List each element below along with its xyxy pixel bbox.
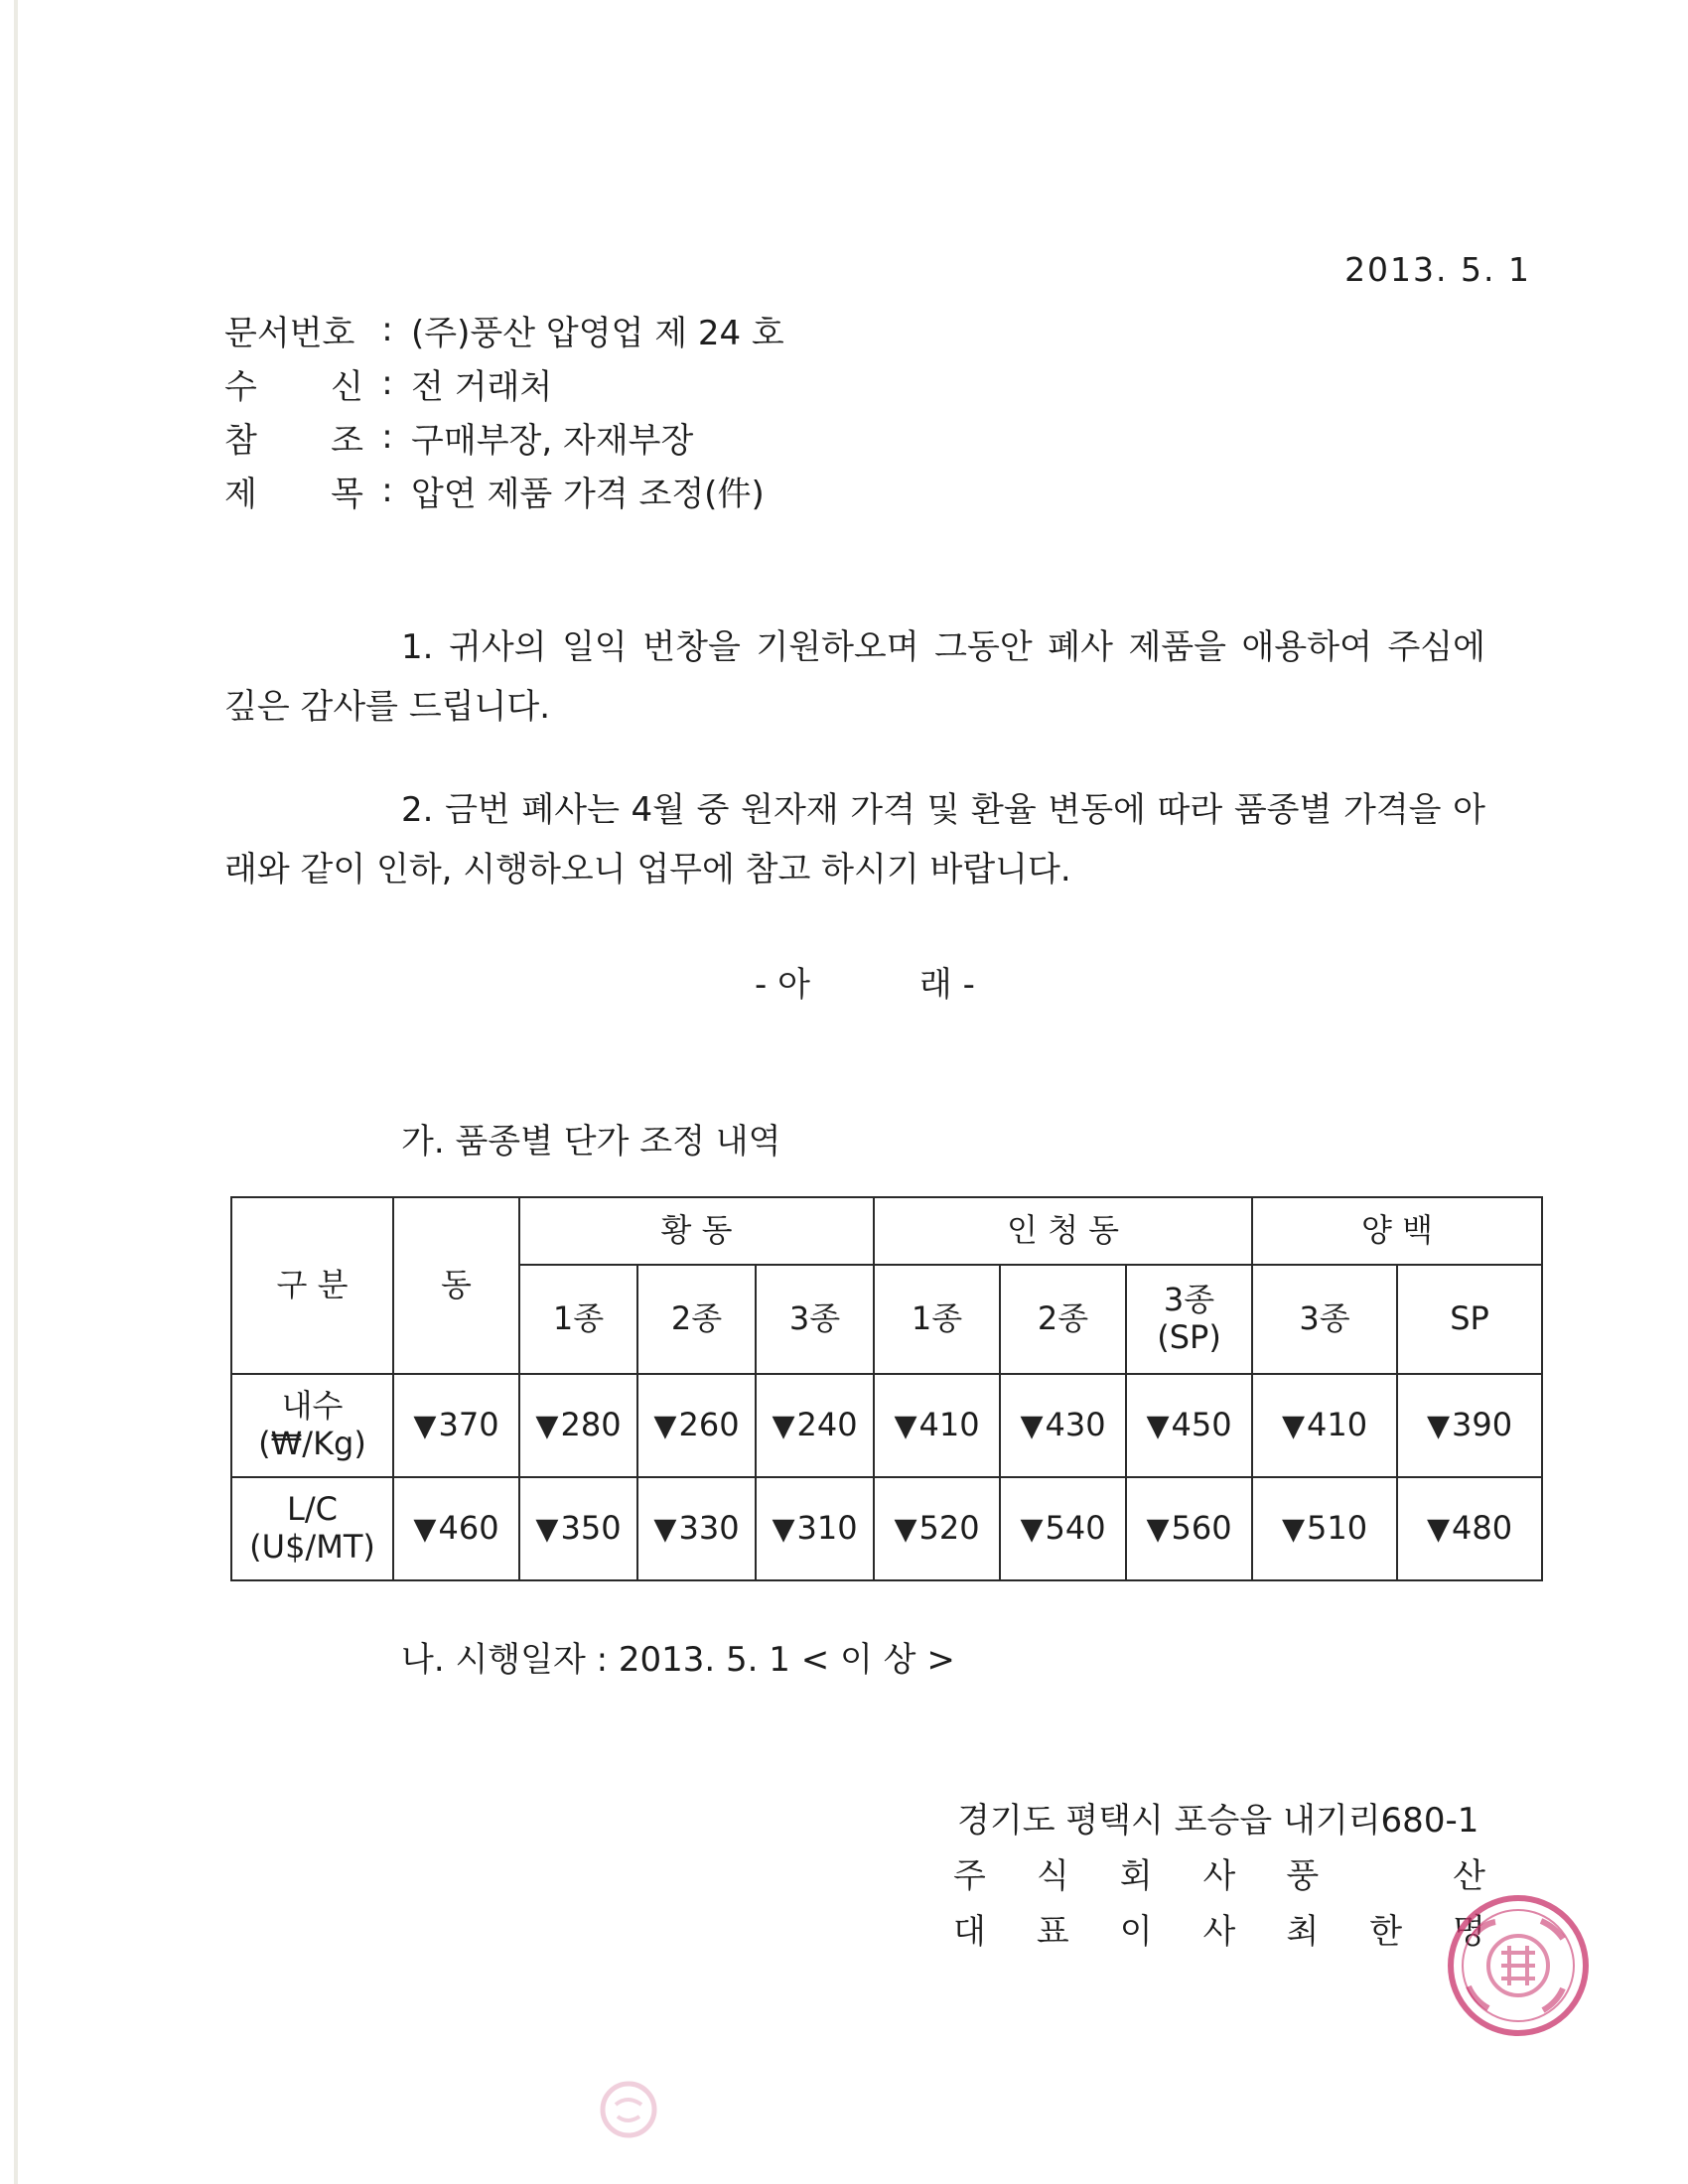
meta-value-doc-number: (주)풍산 압영업 제 24 호 [411, 313, 784, 353]
meta-value-reference: 구매부장, 자재부장 [411, 420, 694, 461]
ceo-name-char: 표 [1036, 1912, 1069, 1952]
subheader-phosphor-2: 2종 [1000, 1265, 1126, 1374]
down-triangle-icon: ▼ [535, 1409, 559, 1444]
down-triangle-icon: ▼ [1020, 1409, 1044, 1444]
price-value: 410 [1307, 1406, 1368, 1444]
price-cell [1000, 1374, 1126, 1477]
company-address: 경기도 평택시 포승읍 내기리680-1 [957, 1801, 1479, 1841]
meta-key-doc-number: 문서번호 [224, 313, 355, 353]
down-triangle-icon: ▼ [653, 1512, 677, 1548]
down-triangle-icon: ▼ [413, 1409, 437, 1444]
price-value: 480 [1452, 1509, 1513, 1548]
company-name-char: 식 [1036, 1856, 1069, 1896]
row-label-lc [231, 1477, 393, 1580]
down-triangle-icon: ▼ [413, 1512, 437, 1548]
header-group-nickel-silver: 양 백 [1252, 1197, 1542, 1265]
price-cell [637, 1374, 756, 1477]
header-category: 구 분 [231, 1197, 393, 1374]
meta-row-recipient [224, 356, 784, 410]
ceo-name-char: 명 [1453, 1912, 1485, 1952]
price-value: 280 [560, 1406, 622, 1444]
company-name [953, 1848, 1485, 1897]
down-triangle-icon: ▼ [772, 1512, 795, 1548]
down-triangle-icon: ▼ [894, 1409, 917, 1444]
header-copper: 동 [393, 1197, 519, 1374]
down-triangle-icon: ▼ [1020, 1512, 1044, 1548]
subheader-brass-1: 1종 [519, 1265, 637, 1374]
price-value: 460 [438, 1509, 499, 1548]
below-heading [755, 957, 975, 1006]
price-cell [393, 1374, 519, 1477]
price-cell [1397, 1477, 1542, 1580]
meta-key-char: 제 [224, 474, 257, 514]
document-date: 2013. 5. 1 [1344, 250, 1531, 289]
price-cell [393, 1477, 519, 1580]
meta-key-char: 목 [331, 474, 363, 514]
price-value: 390 [1452, 1406, 1513, 1444]
ceo-name-char: 대 [953, 1912, 986, 1952]
row-label-domestic [231, 1374, 393, 1477]
meta-row-doc-number [224, 303, 784, 356]
price-value: 260 [678, 1406, 740, 1444]
down-triangle-icon: ▼ [1146, 1409, 1170, 1444]
meta-value-recipient: 전 거래처 [411, 366, 553, 407]
price-value: 370 [438, 1406, 499, 1444]
meta-row-subject [224, 464, 784, 517]
header-group-phosphor-bronze: 인 청 동 [874, 1197, 1252, 1265]
table-group-header-row [231, 1197, 1542, 1265]
below-heading-right: 래 - [918, 965, 975, 1005]
meta-key-reference [224, 413, 363, 462]
table-row [231, 1374, 1542, 1477]
ceo-name-char: 한 [1369, 1912, 1403, 1952]
company-name-char: 사 [1202, 1856, 1236, 1896]
subheader-nickel-3: 3종 [1252, 1265, 1397, 1374]
price-value: 510 [1307, 1509, 1368, 1548]
table-row [231, 1477, 1542, 1580]
price-cell [519, 1477, 637, 1580]
price-value: 350 [560, 1509, 622, 1548]
meta-key-char: 신 [331, 366, 363, 407]
down-triangle-icon: ▼ [1426, 1512, 1451, 1548]
price-value: 430 [1045, 1406, 1106, 1444]
price-cell [1000, 1477, 1126, 1580]
price-cell [1252, 1374, 1397, 1477]
meta-key-char: 참 [224, 420, 257, 461]
price-cell [637, 1477, 756, 1580]
meta-colon: : [381, 310, 393, 349]
price-value: 540 [1045, 1509, 1106, 1548]
meta-key-char: 수 [224, 366, 257, 407]
price-cell [1397, 1374, 1542, 1477]
row-label-line2: (U$/MT) [249, 1528, 375, 1566]
header-group-brass: 황 동 [519, 1197, 874, 1265]
price-value: 240 [796, 1406, 858, 1444]
subheader-phosphor-1: 1종 [874, 1265, 1000, 1374]
subheader-phosphor-3sp-line1: 3종 [1163, 1281, 1215, 1319]
price-cell [1126, 1477, 1252, 1580]
meta-key-recipient [224, 359, 363, 408]
meta-key-subject [224, 467, 363, 515]
company-name-char: 풍 [1286, 1856, 1320, 1896]
down-triangle-icon: ▼ [1146, 1512, 1170, 1548]
company-name-char: 주 [953, 1856, 986, 1896]
subheader-phosphor-3sp-line2: (SP) [1157, 1318, 1221, 1356]
below-heading-left: - 아 [755, 965, 810, 1005]
paragraph-notice-text: 2. 금번 폐사는 4월 중 원자재 가격 및 환율 변동에 따라 품종별 가격을 아래와 같이 인하, 시행하오니 업무에 참고 하시기 바랍니다. [224, 790, 1485, 889]
paragraph-greeting [224, 617, 1485, 737]
row-label-line1: L/C [287, 1490, 338, 1529]
row-label-line2: (₩/Kg) [258, 1425, 366, 1462]
down-triangle-icon: ▼ [894, 1512, 917, 1548]
subheader-brass-3: 3종 [756, 1265, 874, 1374]
price-cell [1252, 1477, 1397, 1580]
price-cell [756, 1374, 874, 1477]
down-triangle-icon: ▼ [772, 1409, 795, 1444]
down-triangle-icon: ▼ [1281, 1512, 1306, 1548]
price-cell [1126, 1374, 1252, 1477]
section-effective-date: 나. 시행일자 : 2013. 5. 1 < 이 상 > [401, 1640, 955, 1680]
subheader-brass-2: 2종 [637, 1265, 756, 1374]
company-name-char: 회 [1119, 1856, 1153, 1896]
row-label-line1: 내수 [281, 1387, 344, 1426]
paragraph-notice [224, 780, 1485, 899]
ceo-name-char: 최 [1286, 1912, 1320, 1952]
down-triangle-icon: ▼ [653, 1409, 677, 1444]
stamp-smudge-icon [594, 2075, 663, 2144]
section-price-table-title: 가. 품종별 단가 조정 내역 [401, 1122, 781, 1161]
down-triangle-icon: ▼ [535, 1512, 559, 1548]
company-name-char: 산 [1453, 1856, 1485, 1896]
meta-colon: : [381, 471, 393, 510]
down-triangle-icon: ▼ [1426, 1409, 1451, 1444]
meta-key-char: 조 [331, 420, 363, 461]
price-cell [874, 1477, 1000, 1580]
subheader-nickel-sp: SP [1397, 1265, 1542, 1374]
company-seal-icon [1444, 1891, 1593, 2040]
price-value: 450 [1171, 1406, 1232, 1444]
price-value: 560 [1171, 1509, 1232, 1548]
ceo-name-char: 이 [1119, 1912, 1153, 1952]
document-header-fields [224, 303, 784, 517]
meta-row-reference [224, 410, 784, 464]
down-triangle-icon: ▼ [1281, 1409, 1306, 1444]
paragraph-greeting-text: 1. 귀사의 일익 번창을 기원하오며 그동안 폐사 제품을 애용하여 주심에 깊은 감사를 드립니다. [224, 627, 1485, 727]
scan-page-edge [14, 0, 18, 2184]
meta-value-subject: 압연 제품 가격 조정(件) [411, 474, 765, 514]
ceo-name-char: 사 [1202, 1912, 1236, 1952]
meta-colon: : [381, 363, 393, 403]
price-cell [519, 1374, 637, 1477]
ceo-name [953, 1904, 1485, 1953]
price-value: 520 [918, 1509, 980, 1548]
subheader-phosphor-3sp [1126, 1265, 1252, 1374]
price-value: 330 [678, 1509, 740, 1548]
price-cell [756, 1477, 874, 1580]
price-cell [874, 1374, 1000, 1477]
meta-colon: : [381, 417, 393, 457]
price-value: 410 [918, 1406, 980, 1444]
price-value: 310 [796, 1509, 858, 1548]
price-adjustment-table [230, 1196, 1543, 1581]
